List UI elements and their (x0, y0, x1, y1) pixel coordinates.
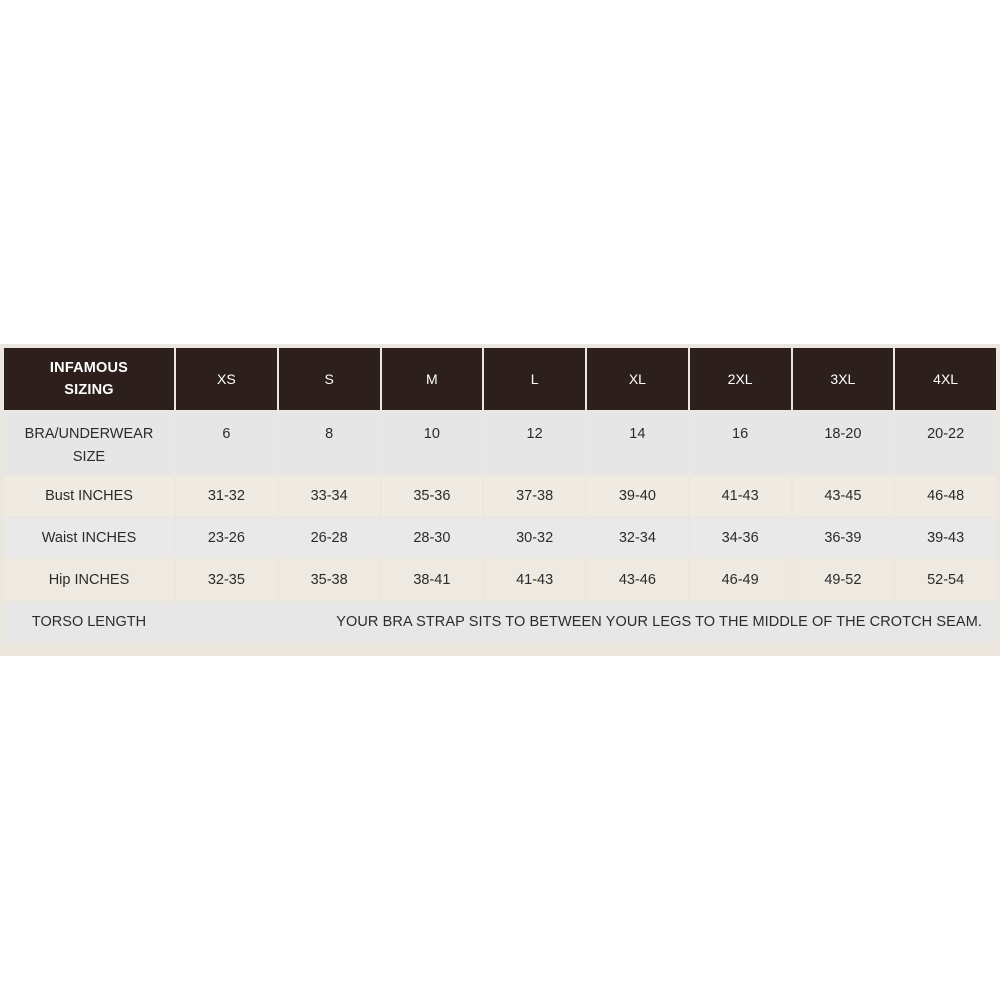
size-header-m: M (382, 348, 483, 410)
size-header-xl: XL (587, 348, 688, 410)
table-cell: 10 (382, 412, 483, 474)
table-cell: 20-22 (895, 412, 996, 474)
table-cell: 16 (690, 412, 791, 474)
size-header-xs: XS (176, 348, 277, 410)
table-cell: 26-28 (279, 518, 380, 558)
table-cell: 35-38 (279, 560, 380, 600)
row-label-line-2: SIZE (72, 449, 106, 465)
table-cell: 49-52 (793, 560, 894, 600)
table-cell: 38-41 (382, 560, 483, 600)
row-label-bra-size (4, 412, 174, 474)
row-label-hip: Hip INCHES (4, 560, 174, 600)
header-row (4, 348, 996, 410)
table-cell: 37-38 (484, 476, 585, 516)
table-row-torso (4, 602, 996, 642)
table-cell: 46-49 (690, 560, 791, 600)
row-label-waist: Waist INCHES (4, 518, 174, 558)
table-cell: 43-46 (587, 560, 688, 600)
table-row-bust (4, 476, 996, 516)
table-cell: 34-36 (690, 518, 791, 558)
table-cell: 31-32 (176, 476, 277, 516)
table-cell: 8 (279, 412, 380, 474)
table-cell: 30-32 (484, 518, 585, 558)
row-label-line-1: BRA/UNDERWEAR (24, 426, 154, 442)
table-cell: 32-34 (587, 518, 688, 558)
table-cell: 32-35 (176, 560, 277, 600)
size-header-l: L (484, 348, 585, 410)
table-cell: 6 (176, 412, 277, 474)
table-title-line-2: SIZING (64, 382, 114, 398)
table-cell: 33-34 (279, 476, 380, 516)
size-header-2xl: 2XL (690, 348, 791, 410)
table-cell: 12 (484, 412, 585, 474)
table-title-line-1: INFAMOUS (49, 360, 129, 376)
size-header-4xl: 4XL (895, 348, 996, 410)
table-cell: 41-43 (484, 560, 585, 600)
size-chart-table (2, 346, 998, 644)
table-title-cell (4, 348, 174, 410)
table-cell: 43-45 (793, 476, 894, 516)
table-cell: 36-39 (793, 518, 894, 558)
table-cell: 39-43 (895, 518, 996, 558)
torso-length-note: YOUR BRA STRAP SITS TO BETWEEN YOUR LEGS TO THE MIDDLE OF THE CROTCH SEAM. (176, 602, 996, 642)
row-label-torso: TORSO LENGTH (4, 602, 174, 642)
table-cell: 18-20 (793, 412, 894, 474)
row-label-bust: Bust INCHES (4, 476, 174, 516)
table-row-waist (4, 518, 996, 558)
table-cell: 35-36 (382, 476, 483, 516)
table-cell: 23-26 (176, 518, 277, 558)
table-cell: 39-40 (587, 476, 688, 516)
table-cell: 52-54 (895, 560, 996, 600)
table-row-bra-size (4, 412, 996, 474)
table-row-hip (4, 560, 996, 600)
table-cell: 46-48 (895, 476, 996, 516)
table-cell: 28-30 (382, 518, 483, 558)
size-header-s: S (279, 348, 380, 410)
table-cell: 41-43 (690, 476, 791, 516)
size-header-3xl: 3XL (793, 348, 894, 410)
table-cell: 14 (587, 412, 688, 474)
